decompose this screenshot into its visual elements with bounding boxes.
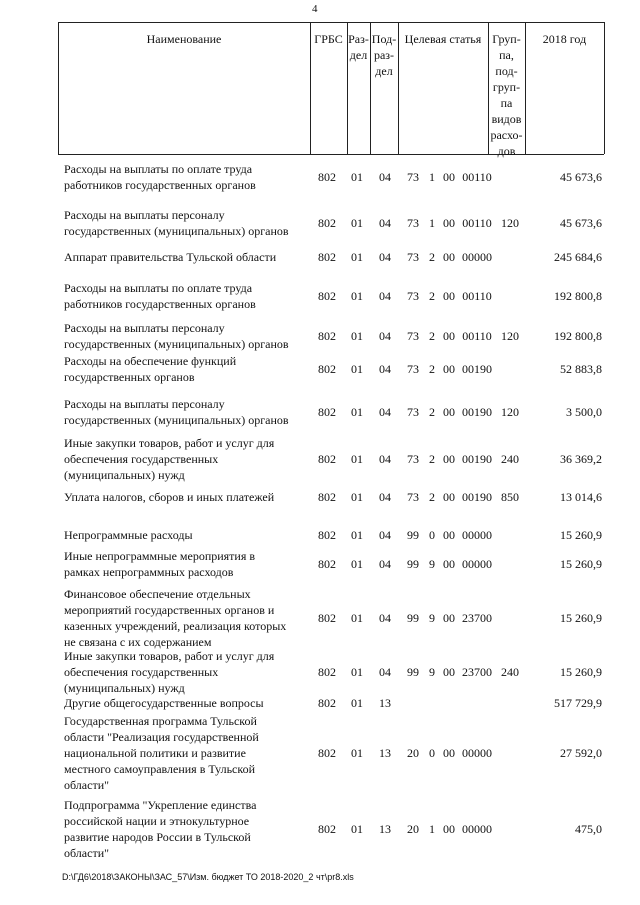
razdel-cell: 01 bbox=[351, 528, 363, 542]
target-direction-cell: 00110 bbox=[462, 170, 492, 184]
target-measure-cell: 00 bbox=[443, 528, 455, 542]
podrazdel-cell: 04 bbox=[379, 216, 391, 230]
target-direction-cell: 00190 bbox=[462, 362, 492, 376]
row-name-line: обеспечения государственных bbox=[64, 665, 219, 679]
podrazdel-cell: 04 bbox=[379, 490, 391, 504]
row-name-line: Расходы на выплаты по оплате труда bbox=[64, 281, 253, 295]
row-name-line: не связана с их содержанием bbox=[64, 635, 212, 649]
grbs-cell: 802 bbox=[318, 170, 336, 184]
header-podrazdel bbox=[370, 31, 398, 79]
target-subprogram-cell: 2 bbox=[429, 452, 435, 466]
razdel-cell: 01 bbox=[351, 611, 363, 625]
row-name bbox=[64, 353, 316, 385]
row-name bbox=[64, 695, 316, 711]
header-gruppa-line: расхо- bbox=[490, 128, 523, 142]
row-name-line: рамках непрограммных расходов bbox=[64, 565, 234, 579]
target-program-cell: 73 bbox=[407, 362, 419, 376]
header-gruppa-line: груп- bbox=[492, 80, 521, 94]
target-measure-cell: 00 bbox=[443, 665, 455, 679]
razdel-cell: 01 bbox=[351, 490, 363, 504]
row-name-line: работников государственных органов bbox=[64, 178, 256, 192]
row-name-line: Иные закупки товаров, работ и услуг для bbox=[64, 649, 275, 663]
page-number: 4 bbox=[312, 3, 318, 15]
amount-2018-cell: 13 014,6 bbox=[560, 490, 602, 504]
header-divider bbox=[604, 22, 605, 154]
target-program-cell: 73 bbox=[407, 405, 419, 419]
header-razdel-line: дел bbox=[349, 48, 368, 62]
target-program-cell: 99 bbox=[407, 665, 419, 679]
target-subprogram-cell: 2 bbox=[429, 329, 435, 343]
row-name-line: Расходы на выплаты персоналу bbox=[64, 321, 225, 335]
grbs-cell: 802 bbox=[318, 250, 336, 264]
razdel-cell: 01 bbox=[351, 665, 363, 679]
target-program-cell: 73 bbox=[407, 216, 419, 230]
target-program-cell: 73 bbox=[407, 490, 419, 504]
target-measure-cell: 00 bbox=[443, 822, 455, 836]
podrazdel-cell: 04 bbox=[379, 170, 391, 184]
row-name bbox=[64, 435, 316, 483]
razdel-cell: 01 bbox=[351, 746, 363, 760]
header-grbs: ГРБС bbox=[314, 32, 343, 46]
podrazdel-cell: 13 bbox=[379, 696, 391, 710]
row-name-line: казенных учреждений, реализация которых bbox=[64, 619, 287, 633]
target-subprogram-cell: 0 bbox=[429, 528, 435, 542]
expense-group-cell: 240 bbox=[501, 452, 519, 466]
expense-group-cell: 240 bbox=[501, 665, 519, 679]
header-gruppa-line: видов bbox=[491, 112, 522, 126]
grbs-cell: 802 bbox=[318, 665, 336, 679]
header-podrazdel-line: Под- bbox=[371, 32, 397, 46]
header-gruppa-line: под- bbox=[495, 64, 518, 78]
row-name-line: Уплата налогов, сборов и иных платежей bbox=[64, 490, 275, 504]
target-direction-cell: 00190 bbox=[462, 452, 492, 466]
amount-2018-cell: 15 260,9 bbox=[560, 528, 602, 542]
target-program-cell: 99 bbox=[407, 528, 419, 542]
row-name bbox=[64, 320, 316, 352]
target-subprogram-cell: 1 bbox=[429, 822, 435, 836]
row-name bbox=[64, 161, 316, 193]
target-subprogram-cell: 9 bbox=[429, 665, 435, 679]
target-program-cell: 73 bbox=[407, 452, 419, 466]
expense-group-cell: 120 bbox=[501, 405, 519, 419]
grbs-cell: 802 bbox=[318, 289, 336, 303]
podrazdel-cell: 13 bbox=[379, 822, 391, 836]
target-program-cell: 99 bbox=[407, 611, 419, 625]
target-direction-cell: 00000 bbox=[462, 528, 492, 542]
grbs-cell: 802 bbox=[318, 528, 336, 542]
amount-2018-cell: 15 260,9 bbox=[560, 665, 602, 679]
row-name bbox=[64, 489, 316, 505]
podrazdel-cell: 04 bbox=[379, 289, 391, 303]
target-subprogram-cell: 0 bbox=[429, 746, 435, 760]
razdel-cell: 01 bbox=[351, 452, 363, 466]
target-subprogram-cell: 2 bbox=[429, 405, 435, 419]
row-name-line: Финансовое обеспечение отдельных bbox=[64, 587, 251, 601]
row-name-line: обеспечения государственных bbox=[64, 452, 219, 466]
grbs-cell: 802 bbox=[318, 611, 336, 625]
row-name-line: области" bbox=[64, 846, 110, 860]
target-measure-cell: 00 bbox=[443, 362, 455, 376]
row-name bbox=[64, 797, 316, 861]
row-name-line: местного самоуправления в Тульской bbox=[64, 762, 256, 776]
row-name-line: Расходы на выплаты по оплате труда bbox=[64, 162, 253, 176]
target-measure-cell: 00 bbox=[443, 611, 455, 625]
razdel-cell: 01 bbox=[351, 250, 363, 264]
amount-2018-cell: 245 684,6 bbox=[554, 250, 602, 264]
amount-2018-cell: 36 369,2 bbox=[560, 452, 602, 466]
grbs-cell: 802 bbox=[318, 822, 336, 836]
target-subprogram-cell: 1 bbox=[429, 170, 435, 184]
target-measure-cell: 00 bbox=[443, 557, 455, 571]
target-direction-cell: 00000 bbox=[462, 557, 492, 571]
podrazdel-cell: 13 bbox=[379, 746, 391, 760]
target-subprogram-cell: 2 bbox=[429, 250, 435, 264]
amount-2018-cell: 52 883,8 bbox=[560, 362, 602, 376]
header-gruppa-line: дов bbox=[497, 144, 516, 158]
expense-group-cell: 120 bbox=[501, 216, 519, 230]
target-measure-cell: 00 bbox=[443, 170, 455, 184]
row-name-line: (муниципальных) нужд bbox=[64, 681, 185, 695]
amount-2018-cell: 192 800,8 bbox=[554, 329, 602, 343]
row-name bbox=[64, 586, 316, 650]
grbs-cell: 802 bbox=[318, 216, 336, 230]
header-name: Наименование bbox=[146, 32, 222, 46]
target-measure-cell: 00 bbox=[443, 490, 455, 504]
target-direction-cell: 00000 bbox=[462, 822, 492, 836]
target-measure-cell: 00 bbox=[443, 452, 455, 466]
row-name bbox=[64, 396, 316, 428]
header-podrazdel-line: раз- bbox=[373, 48, 395, 62]
grbs-cell: 802 bbox=[318, 329, 336, 343]
razdel-cell: 01 bbox=[351, 362, 363, 376]
table-header bbox=[58, 22, 604, 158]
target-program-cell: 73 bbox=[407, 170, 419, 184]
row-name-line: Непрограммные расходы bbox=[64, 528, 193, 542]
header-razdel-line: Раз- bbox=[348, 32, 369, 46]
row-name-line: развитие народов России в Тульской bbox=[64, 830, 251, 844]
razdel-cell: 01 bbox=[351, 329, 363, 343]
target-subprogram-cell: 9 bbox=[429, 557, 435, 571]
podrazdel-cell: 04 bbox=[379, 405, 391, 419]
row-name-line: Иные непрограммные мероприятия в bbox=[64, 549, 256, 563]
row-name-line: Государственная программа Тульской bbox=[64, 714, 257, 728]
razdel-cell: 01 bbox=[351, 696, 363, 710]
header-gruppa-line: па, bbox=[499, 48, 514, 62]
target-program-cell: 20 bbox=[407, 822, 419, 836]
row-name-line: государственных органов bbox=[64, 370, 195, 384]
row-name bbox=[64, 207, 316, 239]
row-name-line: Расходы на выплаты персоналу bbox=[64, 397, 225, 411]
header-gruppa-line: па bbox=[500, 96, 513, 110]
row-name-line: государственных (муниципальных) органов bbox=[64, 224, 289, 238]
header-year: 2018 год bbox=[542, 32, 587, 46]
target-measure-cell: 00 bbox=[443, 289, 455, 303]
podrazdel-cell: 04 bbox=[379, 452, 391, 466]
row-name bbox=[64, 548, 316, 580]
amount-2018-cell: 3 500,0 bbox=[566, 405, 602, 419]
file-path: D:\ГД6\2018\ЗАКОНЫ\ЗАС_57\Изм. бюджет ТО 2018-2020_2 чт\pr8.xls bbox=[62, 872, 354, 882]
expense-group-cell: 850 bbox=[501, 490, 519, 504]
header-celevaya-statya: Целевая статья bbox=[404, 32, 482, 46]
target-direction-cell: 00000 bbox=[462, 746, 492, 760]
grbs-cell: 802 bbox=[318, 490, 336, 504]
amount-2018-cell: 475,0 bbox=[575, 822, 602, 836]
header-gruppa-line: Груп- bbox=[492, 32, 521, 46]
target-direction-cell: 00190 bbox=[462, 405, 492, 419]
grbs-cell: 802 bbox=[318, 696, 336, 710]
target-program-cell: 73 bbox=[407, 289, 419, 303]
header-razdel bbox=[347, 31, 370, 63]
row-name bbox=[64, 527, 316, 543]
target-program-cell: 20 bbox=[407, 746, 419, 760]
razdel-cell: 01 bbox=[351, 405, 363, 419]
row-name-line: (муниципальных) нужд bbox=[64, 468, 185, 482]
row-name-line: области "Реализация государственной bbox=[64, 730, 259, 744]
razdel-cell: 01 bbox=[351, 557, 363, 571]
header-podrazdel-line: дел bbox=[375, 64, 393, 78]
razdel-cell: 01 bbox=[351, 170, 363, 184]
target-subprogram-cell: 9 bbox=[429, 611, 435, 625]
podrazdel-cell: 04 bbox=[379, 611, 391, 625]
grbs-cell: 802 bbox=[318, 746, 336, 760]
grbs-cell: 802 bbox=[318, 452, 336, 466]
target-measure-cell: 00 bbox=[443, 405, 455, 419]
amount-2018-cell: 45 673,6 bbox=[560, 170, 602, 184]
target-measure-cell: 00 bbox=[443, 329, 455, 343]
target-direction-cell: 00000 bbox=[462, 250, 492, 264]
target-program-cell: 73 bbox=[407, 329, 419, 343]
row-name-line: российской нации и этнокультурное bbox=[64, 814, 250, 828]
expense-group-cell: 120 bbox=[501, 329, 519, 343]
podrazdel-cell: 04 bbox=[379, 329, 391, 343]
target-subprogram-cell: 1 bbox=[429, 216, 435, 230]
amount-2018-cell: 27 592,0 bbox=[560, 746, 602, 760]
target-direction-cell: 00110 bbox=[462, 329, 492, 343]
target-measure-cell: 00 bbox=[443, 746, 455, 760]
grbs-cell: 802 bbox=[318, 405, 336, 419]
row-name-line: Расходы на выплаты персоналу bbox=[64, 208, 225, 222]
amount-2018-cell: 45 673,6 bbox=[560, 216, 602, 230]
amount-2018-cell: 192 800,8 bbox=[554, 289, 602, 303]
grbs-cell: 802 bbox=[318, 362, 336, 376]
row-name-line: Расходы на обеспечение функций bbox=[64, 354, 237, 368]
target-program-cell: 99 bbox=[407, 557, 419, 571]
razdel-cell: 01 bbox=[351, 216, 363, 230]
row-name-line: области" bbox=[64, 778, 110, 792]
row-name bbox=[64, 648, 316, 696]
target-subprogram-cell: 2 bbox=[429, 289, 435, 303]
podrazdel-cell: 04 bbox=[379, 362, 391, 376]
target-direction-cell: 00110 bbox=[462, 216, 492, 230]
razdel-cell: 01 bbox=[351, 289, 363, 303]
row-name bbox=[64, 280, 316, 312]
amount-2018-cell: 517 729,9 bbox=[554, 696, 602, 710]
podrazdel-cell: 04 bbox=[379, 557, 391, 571]
grbs-cell: 802 bbox=[318, 557, 336, 571]
row-name-line: государственных (муниципальных) органов bbox=[64, 337, 289, 351]
row-name-line: Иные закупки товаров, работ и услуг для bbox=[64, 436, 275, 450]
row-name bbox=[64, 713, 316, 793]
row-name-line: государственных (муниципальных) органов bbox=[64, 413, 289, 427]
podrazdel-cell: 04 bbox=[379, 665, 391, 679]
amount-2018-cell: 15 260,9 bbox=[560, 611, 602, 625]
target-subprogram-cell: 2 bbox=[429, 490, 435, 504]
target-subprogram-cell: 2 bbox=[429, 362, 435, 376]
target-measure-cell: 00 bbox=[443, 250, 455, 264]
row-name-line: работников государственных органов bbox=[64, 297, 256, 311]
row-name bbox=[64, 249, 316, 265]
target-direction-cell: 23700 bbox=[462, 611, 492, 625]
target-direction-cell: 23700 bbox=[462, 665, 492, 679]
header-top-border bbox=[58, 22, 604, 23]
row-name-line: Другие общегосударственные вопросы bbox=[64, 696, 264, 710]
row-name-line: Подпрограмма "Укрепление единства bbox=[64, 798, 257, 812]
target-direction-cell: 00190 bbox=[462, 490, 492, 504]
amount-2018-cell: 15 260,9 bbox=[560, 557, 602, 571]
row-name-line: мероприятий государственных органов и bbox=[64, 603, 275, 617]
razdel-cell: 01 bbox=[351, 822, 363, 836]
podrazdel-cell: 04 bbox=[379, 528, 391, 542]
row-name-line: национальной политики и развитие bbox=[64, 746, 246, 760]
target-measure-cell: 00 bbox=[443, 216, 455, 230]
header-gruppa bbox=[488, 31, 525, 159]
podrazdel-cell: 04 bbox=[379, 250, 391, 264]
target-program-cell: 73 bbox=[407, 250, 419, 264]
row-name-line: Аппарат правительства Тульской области bbox=[64, 250, 277, 264]
target-direction-cell: 00110 bbox=[462, 289, 492, 303]
